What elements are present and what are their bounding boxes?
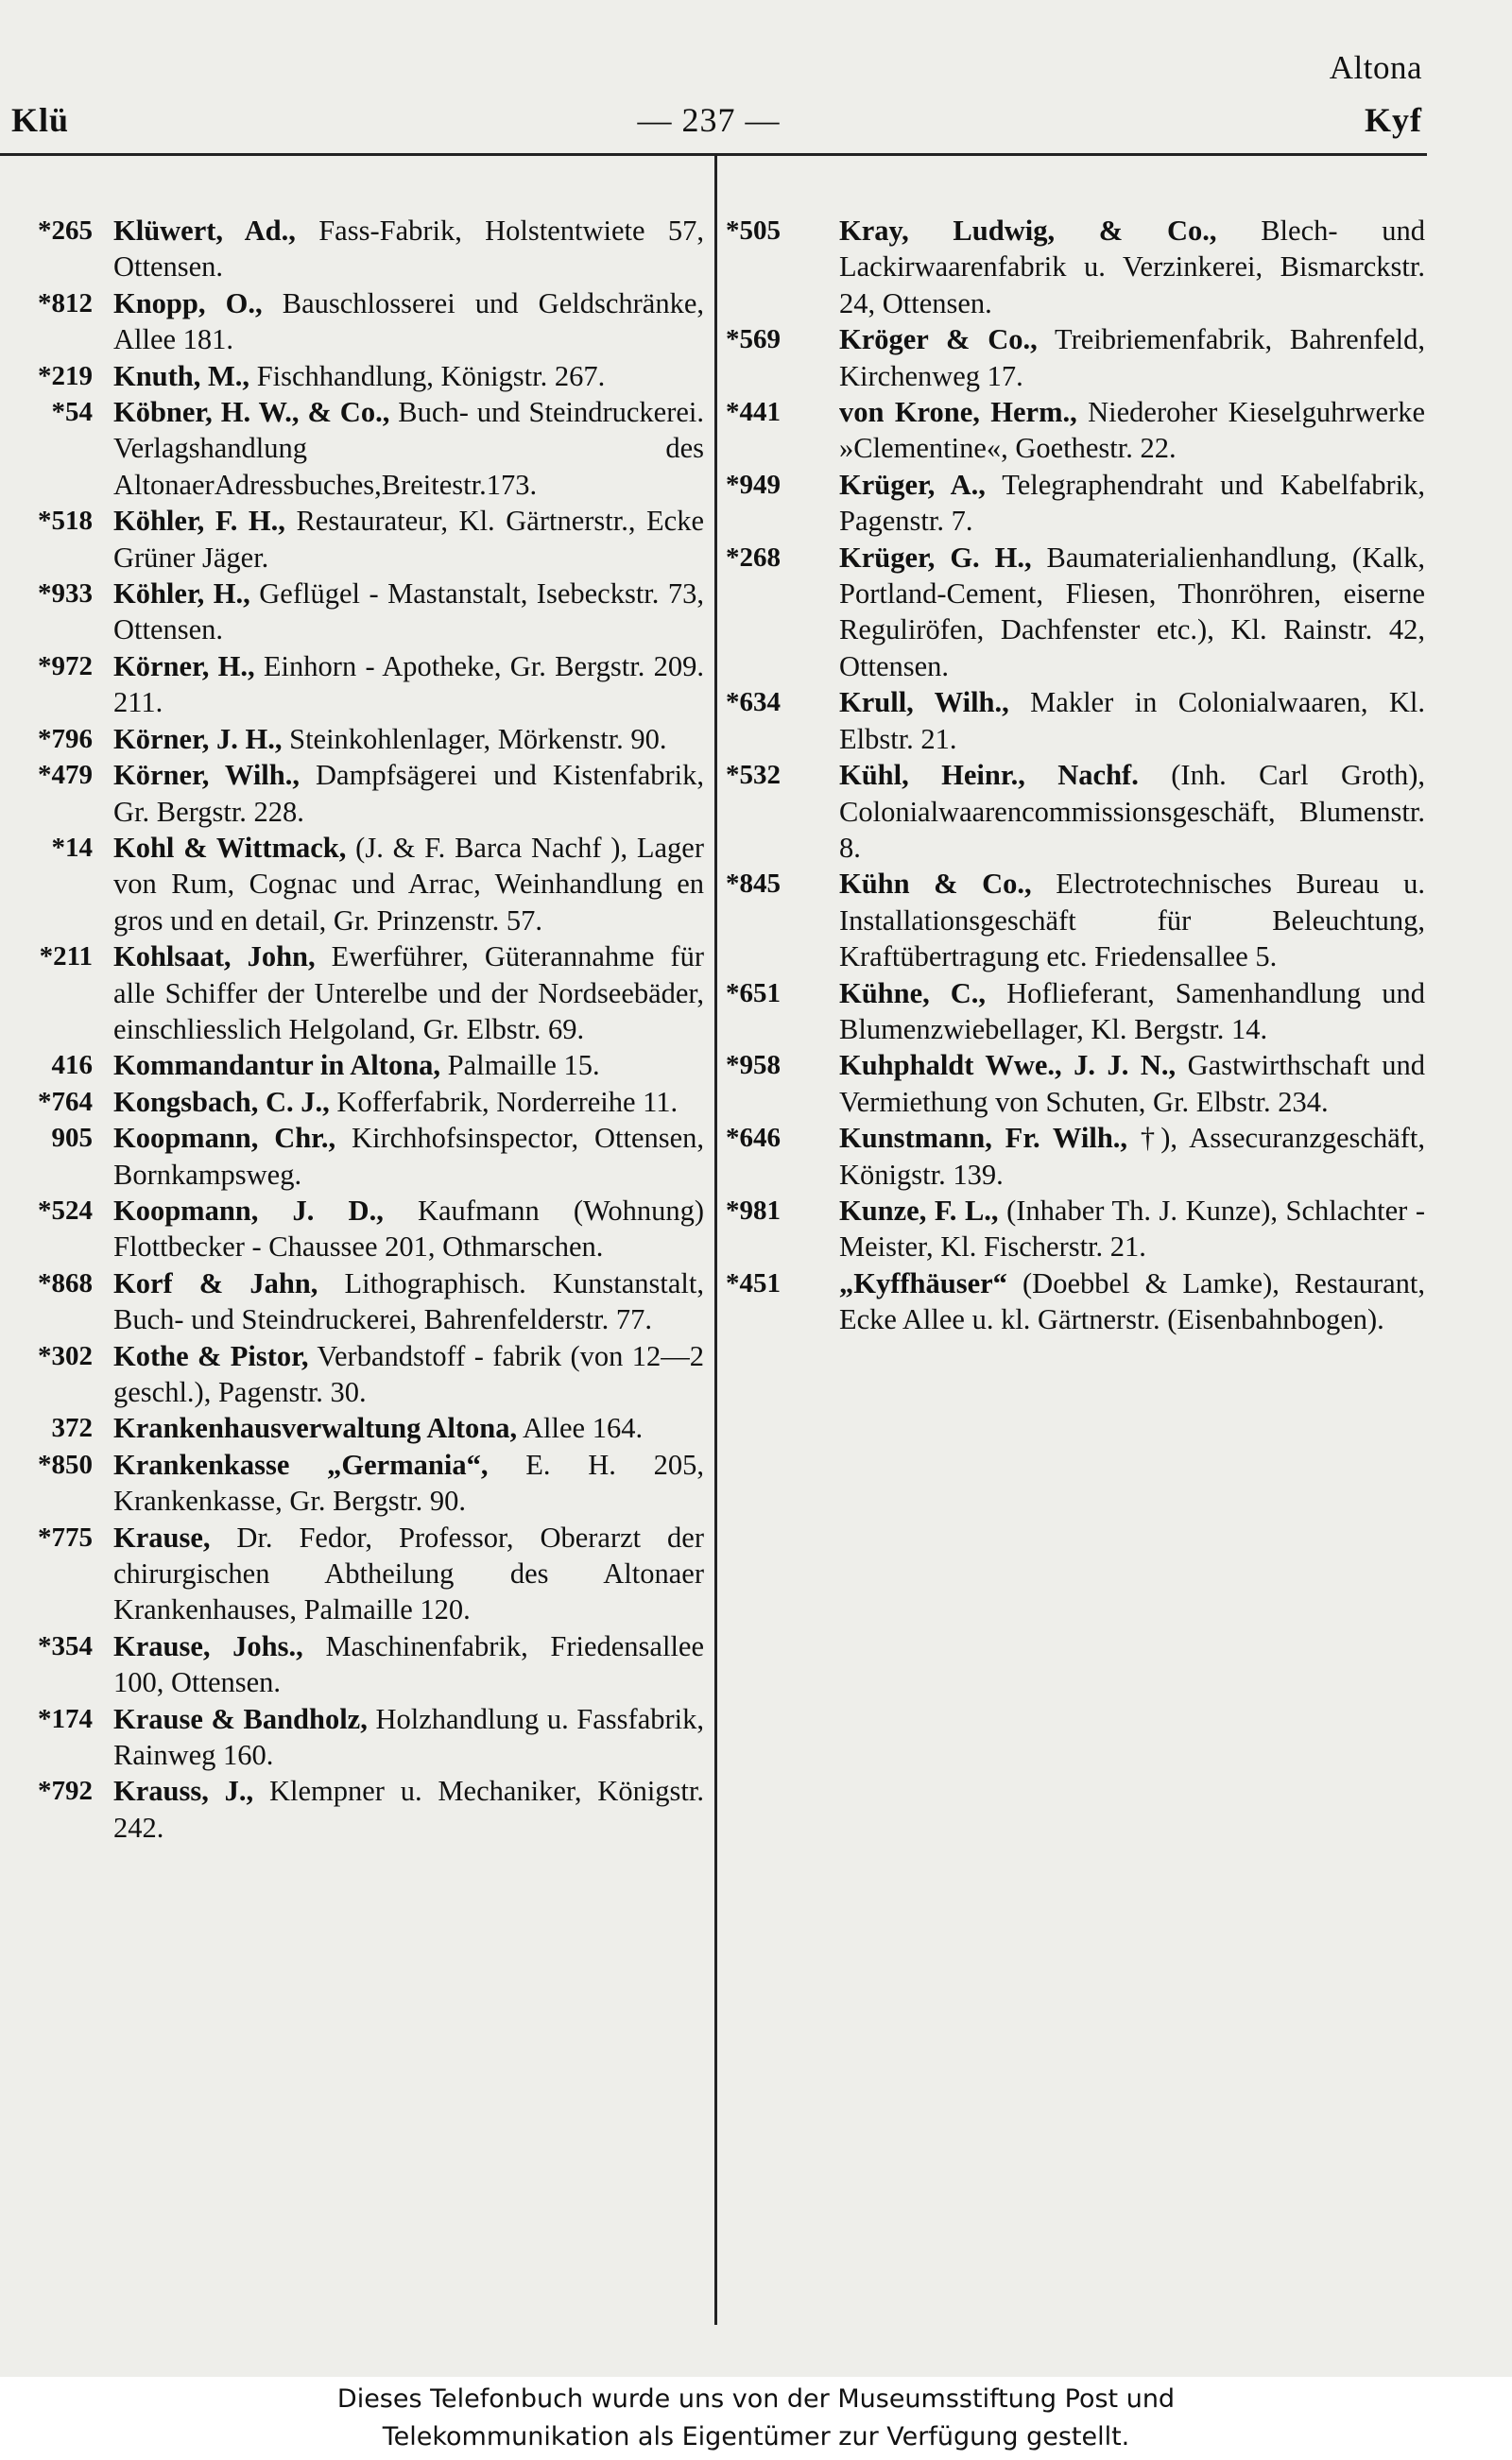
directory-entry xyxy=(724,1120,1425,1193)
directory-entry xyxy=(0,1084,704,1120)
entry-details: Telegraphendraht und Kabelfabrik, Pagenstr. 7. xyxy=(839,468,1425,538)
phone-number: *174 xyxy=(38,1703,93,1734)
entry-details: (Inhaber Th. J. Kunze), Schlachter - Meister, Kl. Fischerstr. 21. xyxy=(839,1194,1425,1264)
entry-name: Köhler, H., xyxy=(113,577,250,611)
entry-name: Köbner, H. W., & Co., xyxy=(113,396,390,429)
directory-entry xyxy=(0,576,704,648)
footer-notice xyxy=(0,2377,1512,2460)
phone-number: 905 xyxy=(51,1123,93,1154)
phone-number: *845 xyxy=(726,869,781,900)
directory-entry xyxy=(0,830,704,938)
phone-number: *441 xyxy=(726,397,781,428)
footer-line-2: Telekommunikation als Eigentümer zur Verfügung gestellt. xyxy=(382,2422,1130,2451)
entry-name: Klüwert, Ad., xyxy=(113,215,296,247)
header-range-end: Kyf xyxy=(1365,101,1422,139)
phone-number: *646 xyxy=(726,1123,781,1154)
phone-number: *569 xyxy=(726,324,781,355)
directory-entry xyxy=(0,394,704,503)
entry-details: Baumaterialienhandlung, (Kalk, Portland-Cement, Fliesen, Thonröhren, eiserne Reguliröfen, Dachfenster etc.), Kl. Rainstr. 42, Ottensen. xyxy=(839,541,1425,682)
directory-entry xyxy=(0,1047,704,1083)
entry-details: Ewerführer, Güterannahme für alle Schiffer der Unterelbe und der Nordseebäder, einschliesslich Helgoland, Gr. Elbstr. 69. xyxy=(113,940,704,1045)
entry-name: „Kyffhäuser“ xyxy=(839,1266,1007,1299)
entry-name: Körner, Wilh., xyxy=(113,759,300,792)
directory-entry xyxy=(724,684,1425,757)
entry-name: Korf & Jahn, xyxy=(113,1266,318,1299)
entry-details: Holzhandlung u. Fassfabrik, Rainweg 160. xyxy=(113,1702,704,1772)
entry-details: Palmaille 15. xyxy=(440,1049,600,1082)
directory-entry xyxy=(0,721,704,757)
directory-entry xyxy=(0,1265,704,1338)
entry-details: Makler in Colonialwaaren, Kl. Elbstr. 21. xyxy=(839,686,1425,755)
phone-number: 372 xyxy=(51,1413,93,1444)
phone-number: *211 xyxy=(39,941,93,972)
entry-name: Köhler, F. H., xyxy=(113,505,285,538)
phone-number: *354 xyxy=(38,1630,93,1661)
entry-name: Kray, Ludwig, & Co., xyxy=(839,215,1217,247)
phone-number: *302 xyxy=(38,1340,93,1371)
header-rule xyxy=(0,153,1427,156)
phone-number: *981 xyxy=(726,1195,781,1226)
phone-number: *54 xyxy=(51,397,93,428)
entry-details: Verbandstoff - fabrik (von 12—2 geschl.), Pagenstr. 30. xyxy=(113,1339,705,1408)
entry-name: Knopp, O., xyxy=(113,286,263,319)
entry-details: Einhorn - Apotheke, Gr. Bergstr. 209. 211. xyxy=(113,649,704,719)
entry-name: Kommandantur in Altona, xyxy=(113,1049,441,1082)
phone-number: *14 xyxy=(51,832,93,863)
phone-number: *972 xyxy=(38,650,93,681)
entry-details: Kirchhofsinspector, Ottensen, Bornkampsweg. xyxy=(113,1122,705,1191)
right-column xyxy=(724,213,1425,1338)
entry-name: von Krone, Herm., xyxy=(839,396,1077,429)
entry-name: Körner, H., xyxy=(113,649,255,682)
entry-details: Dampfsägerei und Kistenfabrik, Gr. Bergstr. 228. xyxy=(113,759,704,828)
directory-entry xyxy=(724,394,1425,467)
entry-details: Fischhandlung, Königstr. 267. xyxy=(249,359,606,392)
entry-details: Geflügel - Mastanstalt, Isebeckstr. 73, Ottensen. xyxy=(113,577,704,646)
entry-details: Kofferfabrik, Norderreihe 11. xyxy=(329,1085,679,1118)
directory-entry xyxy=(0,1773,704,1846)
entry-details: Niederoher Kieselguhrwerke »Clementine«, Goethestr. 22. xyxy=(839,396,1425,465)
entry-name: Kühne, C., xyxy=(839,976,987,1009)
entry-name: Krankenhausverwaltung Altona, xyxy=(113,1412,518,1445)
entry-details: Treibriemenfabrik, Bahrenfeld, Kirchenweg 17. xyxy=(839,323,1426,392)
entry-details: Fass-Fabrik, Holstentwiete 57, Ottensen. xyxy=(113,215,704,284)
directory-entry xyxy=(0,757,704,830)
phone-number: *796 xyxy=(38,723,93,754)
phone-number: *775 xyxy=(38,1522,93,1553)
entry-details: (J. & F. Barca Nachf ), Lager von Rum, Cognac und Arrac, Weinhandlung en gros und en detail, Gr. Prinzenstr. 57. xyxy=(113,831,704,937)
directory-entry xyxy=(724,866,1425,974)
directory-entry xyxy=(0,1447,704,1520)
column-divider xyxy=(714,155,717,2325)
entry-name: Kühn & Co., xyxy=(839,868,1032,901)
directory-entry xyxy=(724,1265,1425,1338)
directory-entry xyxy=(724,975,1425,1048)
entry-details: (Inh. Carl Groth), Colonialwaarencommissionsgeschäft, Blumenstr. 8. xyxy=(839,759,1425,864)
phone-number: *219 xyxy=(38,360,93,391)
footer-line-1: Dieses Telefonbuch wurde uns von der Museumsstiftung Post und xyxy=(336,2384,1176,2414)
directory-entry xyxy=(724,757,1425,866)
entry-details: Maschinenfabrik, Friedensallee 100, Ottensen. xyxy=(113,1629,704,1699)
entry-details: Electrotechnisches Bureau u. Installationsgeschäft für Beleuchtung, Kraftübertragung etc. Friedensallee 5. xyxy=(839,868,1425,973)
directory-entry xyxy=(724,1193,1425,1265)
phone-number: *268 xyxy=(726,542,781,573)
page-number: — 237 — xyxy=(637,101,781,139)
entry-details: (Doebbel & Lamke), Restaurant, Ecke Allee u. kl. Gärtnerstr. (Eisenbahnbogen). xyxy=(839,1266,1425,1336)
directory-entry xyxy=(724,1047,1425,1120)
phone-number: *479 xyxy=(38,760,93,791)
directory-entry xyxy=(724,467,1425,540)
entry-details: Hoflieferant, Samenhandlung und Blumenzwiebellager, Kl. Bergstr. 14. xyxy=(839,976,1425,1045)
entry-name: Krull, Wilh., xyxy=(839,686,1009,719)
phone-number: *265 xyxy=(38,215,93,246)
entry-details: Restaurateur, Kl. Gärtnerstr., Ecke Grüner Jäger. xyxy=(113,505,704,574)
entry-name: Kühl, Heinr., Nachf. xyxy=(839,759,1139,792)
entry-name: Kunze, F. L., xyxy=(839,1194,999,1227)
entry-name: Kothe & Pistor, xyxy=(113,1339,309,1372)
entry-name: Kröger & Co., xyxy=(839,323,1038,356)
directory-entry xyxy=(0,1338,704,1411)
phone-number: *518 xyxy=(38,506,93,537)
phone-number: *933 xyxy=(38,578,93,610)
directory-entry xyxy=(0,1628,704,1701)
entry-name: Körner, J. H., xyxy=(113,722,283,755)
entry-details: Bauschlosserei und Geldschränke, Allee 181. xyxy=(113,286,704,356)
directory-entry xyxy=(0,938,704,1047)
entry-name: Krause & Bandholz, xyxy=(113,1702,368,1735)
directory-entry xyxy=(0,358,704,394)
entry-details: †), Assecuranzgeschäft, Königstr. 139. xyxy=(839,1122,1425,1191)
directory-entry xyxy=(0,1193,704,1265)
entry-name: Krauss, J., xyxy=(113,1775,254,1808)
entry-details: Blech- und Lackirwaarenfabrik u. Verzinkerei, Bismarckstr. 24, Ottensen. xyxy=(839,215,1425,319)
entry-details: Dr. Fedor, Professor, Oberarzt der chirurgischen Abtheilung des Altonaer Krankenhauses, Palmaille 120. xyxy=(113,1521,704,1626)
entry-name: Kongsbach, C. J., xyxy=(113,1085,330,1118)
directory-entry xyxy=(0,648,704,721)
entry-details: Lithographisch. Kunstanstalt, Buch- und Steindruckerei, Bahrenfelderstr. 77. xyxy=(113,1266,705,1336)
entry-name: Krause, xyxy=(113,1521,211,1554)
left-column xyxy=(0,213,704,1846)
phone-number: *850 xyxy=(38,1449,93,1480)
entry-name: Kohlsaat, John, xyxy=(113,940,316,973)
phone-number: *524 xyxy=(38,1195,93,1226)
entry-details: E. H. 205, Krankenkasse, Gr. Bergstr. 90. xyxy=(113,1448,704,1518)
entry-name: Koopmann, Chr., xyxy=(113,1122,336,1155)
phone-number: 416 xyxy=(51,1050,93,1081)
phone-number: *651 xyxy=(726,977,781,1008)
phone-number: *532 xyxy=(726,760,781,791)
entry-name: Kohl & Wittmack, xyxy=(113,831,347,864)
entry-name: Koopmann, J. D., xyxy=(113,1194,384,1227)
entry-details: Kaufmann (Wohnung) Flottbecker - Chaussee 201, Othmarschen. xyxy=(113,1194,704,1264)
directory-entry xyxy=(0,1410,704,1446)
phone-number: *764 xyxy=(38,1086,93,1117)
entry-name: Krause, Johs., xyxy=(113,1629,303,1662)
entry-details: Gastwirthschaft und Vermiethung von Schuten, Gr. Elbstr. 234. xyxy=(839,1049,1425,1118)
phone-number: *792 xyxy=(38,1776,93,1807)
directory-entry xyxy=(0,503,704,576)
entry-name: Krankenkasse „Germania“, xyxy=(113,1448,489,1481)
entry-name: Krüger, G. H., xyxy=(839,541,1032,574)
directory-entry xyxy=(724,540,1425,685)
phone-number: *812 xyxy=(38,287,93,318)
header-range-start: Klü xyxy=(11,101,70,139)
phone-number: *505 xyxy=(726,215,781,246)
entry-name: Krüger, A., xyxy=(839,468,986,501)
entry-details: Klempner u. Mechaniker, Königstr. 242. xyxy=(113,1775,704,1844)
directory-entry xyxy=(0,1120,704,1193)
entry-name: Knuth, M., xyxy=(113,359,250,392)
phone-number: *958 xyxy=(726,1050,781,1081)
phone-number: *868 xyxy=(38,1267,93,1299)
region-title: Altona xyxy=(1329,49,1422,86)
directory-entry xyxy=(0,1520,704,1628)
phone-number: *634 xyxy=(726,687,781,718)
phone-number: *949 xyxy=(726,469,781,500)
entry-details: Buch- und Steindruckerei. Verlagshandlung des AltonaerAdressbuches,Breitestr.173. xyxy=(113,396,704,501)
entry-name: Kunstmann, Fr. Wilh., xyxy=(839,1122,1128,1155)
directory-entry xyxy=(724,213,1425,321)
entry-details: Steinkohlenlager, Mörkenstr. 90. xyxy=(282,722,667,755)
phone-number: *451 xyxy=(726,1267,781,1299)
directory-entry xyxy=(0,213,704,285)
directory-entry xyxy=(0,285,704,358)
entry-name: Kuhphaldt Wwe., J. J. N., xyxy=(839,1049,1177,1082)
directory-entry xyxy=(0,1701,704,1774)
directory-entry xyxy=(724,321,1425,394)
entry-details: Allee 164. xyxy=(517,1412,644,1445)
